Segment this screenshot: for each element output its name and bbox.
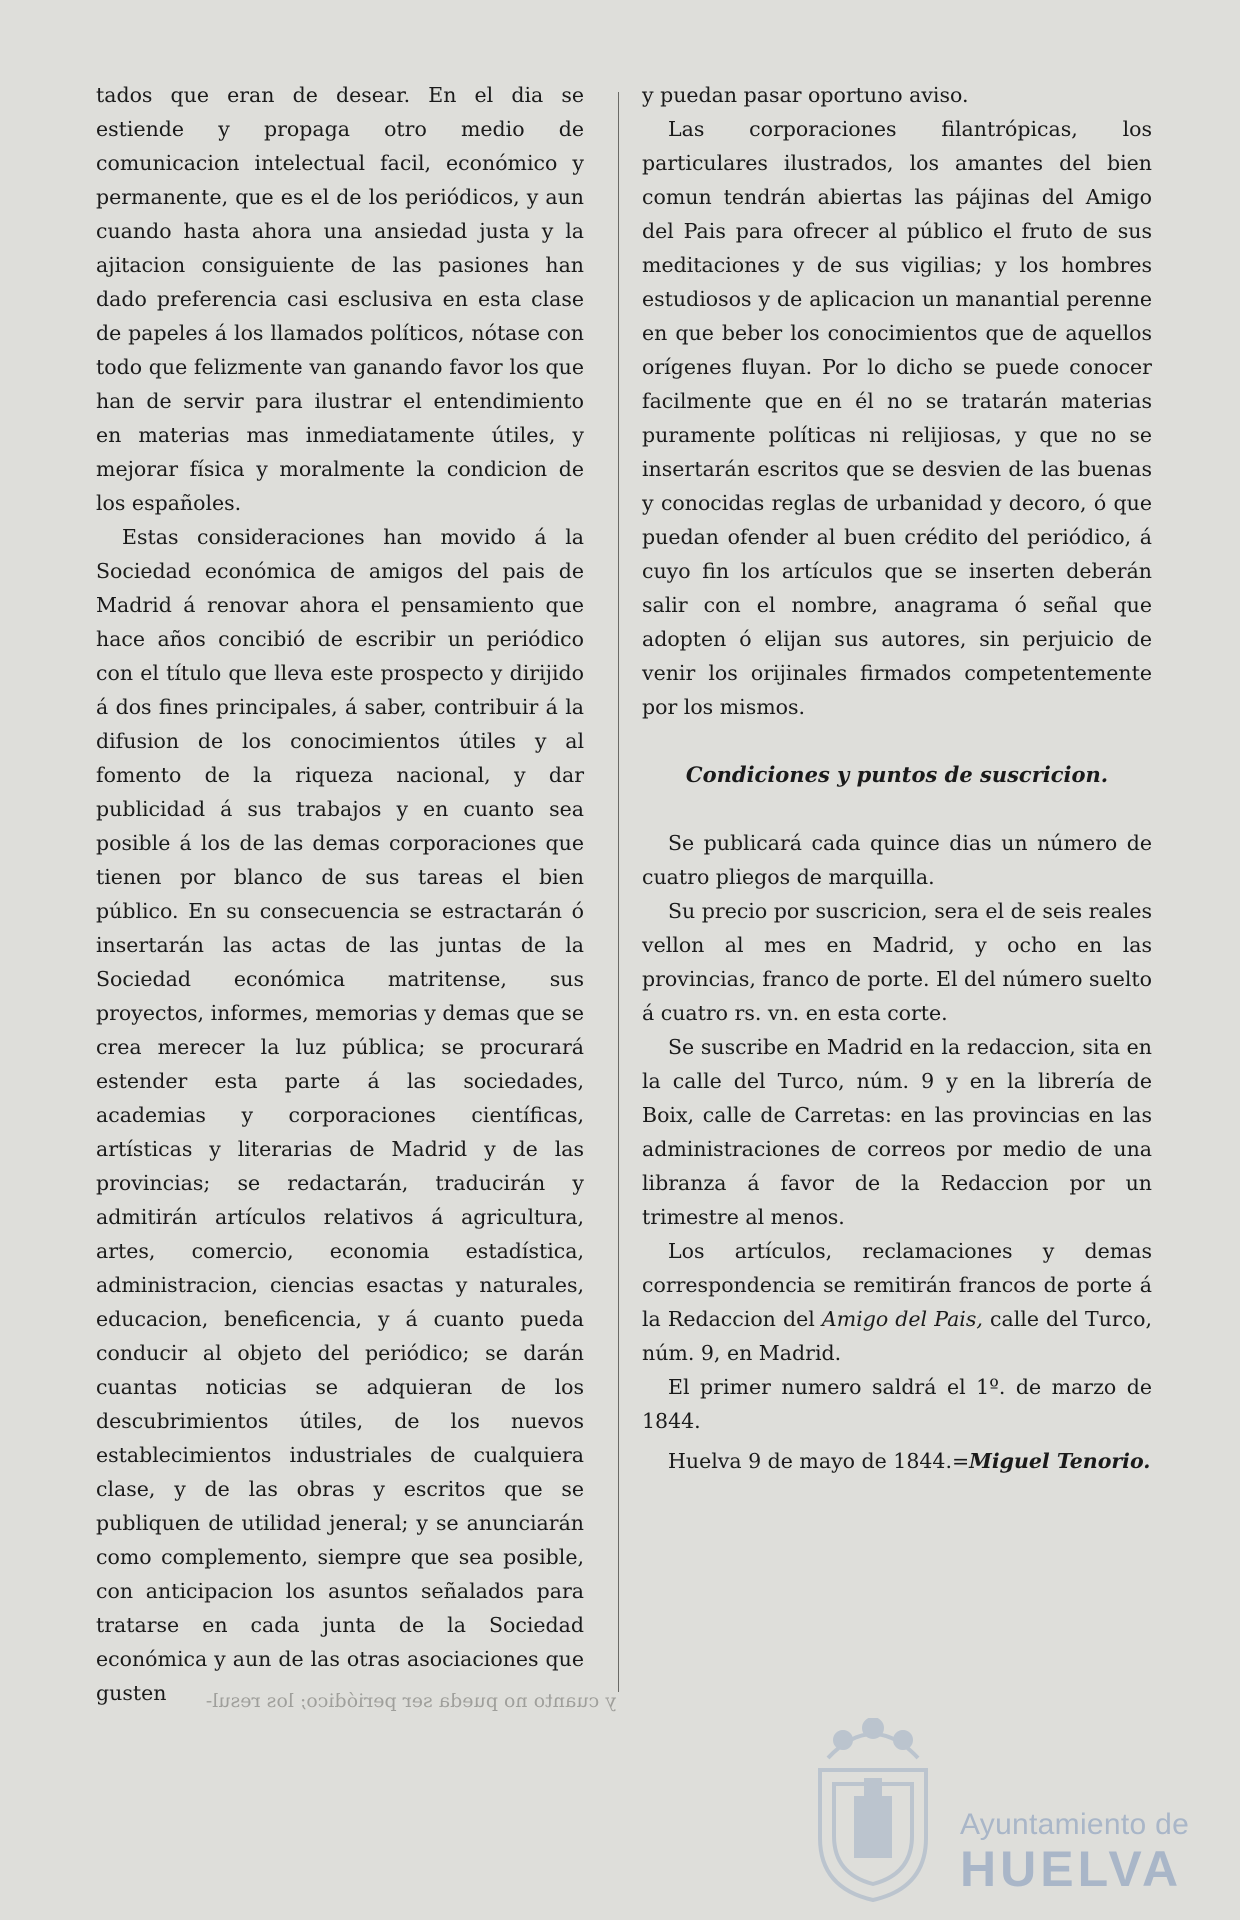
right-paragraph-1: y puedan pasar oportuno aviso. (642, 83, 969, 107)
signature-name: Miguel Tenorio. (969, 1449, 1151, 1473)
huelva-coat-of-arms-icon (808, 1718, 938, 1904)
condition-4-text-b: calle del Turco, núm. 9, en Madrid. (642, 1307, 1152, 1365)
bleed-through-text: y cuanto no pueda ser periódico; los resul- (205, 1690, 616, 1712)
right-column (642, 78, 1152, 1478)
first-issue-note: El primer numero saldrá el 1º. de marzo de 1844. (642, 1375, 1152, 1433)
condition-2: Su precio por suscricion, sera el de seis reales vellon al mes en Madrid, y ocho en las provincias, franco de porte. El del número suelto á cuatro rs. vn. en esta corte. (642, 899, 1152, 1025)
left-paragraph-1: tados que eran de desear. En el dia se estiende y propaga otro medio de comunicacion intelectual facil, económico y permanente, que es el de los periódicos, y aun cuando hasta ahora una ansiedad justa y la ajitacion consiguiente de las pasiones han dado preferencia casi esclusiva en esta clase de papeles á los llamados políticos, nótase con todo que felizmente van ganando favor los que han de servir para ilustrar el entendimiento en materias mas inmediatamente útiles, y mejorar física y moralmente la condicion de los españoles. (96, 83, 584, 515)
left-paragraph-2: Estas consideraciones han movido á la Sociedad económica de amigos del pais de Madrid á renovar ahora el pensamiento que hace años concibió de escribir un periódico con el título que lleva este prospecto y dirijido á dos fines principales, á saber, contribuir á la difusion de los conocimientos útiles y al fomento de la riqueza nacional, y dar publicidad á sus trabajos y en cuanto sea posible á los de las demas corporaciones que tienen por blanco de sus tareas el bien público. En su consecuencia se estractarán ó insertarán las actas de las juntas de la Sociedad económica matritense, sus proyectos, informes, memorias y demas que se crea merecer la luz pública; se procurará estender esta parte á las sociedades, academias y corporaciones científicas, artísticas y literarias de Madrid y de las provincias; se redactarán, traducirán y admitirán artículos relativos á agricultura, artes, comercio, economia estadística, administracion, ciencias esactas y naturales, educacion, beneficencia, y á cuanto pueda conducir al objeto del periódico; se darán cuantas noticias se adquieran de los descubrimientos útiles, de los nuevos establecimientos industriales de cualquiera clase, y de las obras y escritos que se publiquen de utilidad jeneral; y se anunciarán como complemento, siempre que sea posible, con anticipacion los asuntos señalados para tratarse en cada junta de la Sociedad económica y aun de las otras asociaciones que gusten (96, 525, 584, 1705)
condition-4-text-a: Los artículos, reclamaciones y demas correspondencia se remitirán francos de porte á la Redaccion del (642, 1239, 1152, 1331)
condition-4 (642, 1234, 1152, 1370)
journal-name: Amigo del Pais, (821, 1307, 983, 1331)
condition-1: Se publicará cada quince dias un número de cuatro pliegos de marquilla. (642, 831, 1152, 889)
section-heading: Condiciones y puntos de suscricion. (685, 762, 1109, 787)
column-divider (618, 92, 619, 1692)
left-column (96, 78, 584, 1710)
signature-line (642, 1444, 1152, 1478)
watermark-line-2: HUELVA (960, 1841, 1183, 1897)
watermark-line-1: Ayuntamiento de (960, 1808, 1190, 1841)
watermark-logo (960, 1808, 1220, 1896)
signature-place-date: Huelva 9 de mayo de 1844.= (668, 1449, 970, 1473)
condition-3: Se suscribe en Madrid en la redaccion, sita en la calle del Turco, núm. 9 y en la librería de Boix, calle de Carretas: en las provincias en las administraciones de correos por medio de una libranza á favor de la Redaccion por un trimestre al menos. (642, 1035, 1152, 1229)
right-paragraph-2: Las corporaciones filantrópicas, los particulares ilustrados, los amantes del bien comun tendrán abiertas las pájinas del Amigo del Pais para ofrecer al público el fruto de sus meditaciones y de sus vigilias; y los hombres estudiosos y de aplicacion un manantial perenne en que beber los conocimientos que de aquellos orígenes fluyan. Por lo dicho se puede conocer facilmente que en él no se tratarán materias puramente políticas ni relijiosas, y que no se insertarán escritos que se desvien de las buenas y conocidas reglas de urbanidad y decoro, ó que puedan ofender al buen crédito del periódico, á cuyo fin los artículos que se inserten deberán salir con el nombre, anagrama ó señal que adopten ó elijan sus autores, sin perjuicio de venir los orijinales firmados competentemente por los mismos. (642, 117, 1152, 719)
